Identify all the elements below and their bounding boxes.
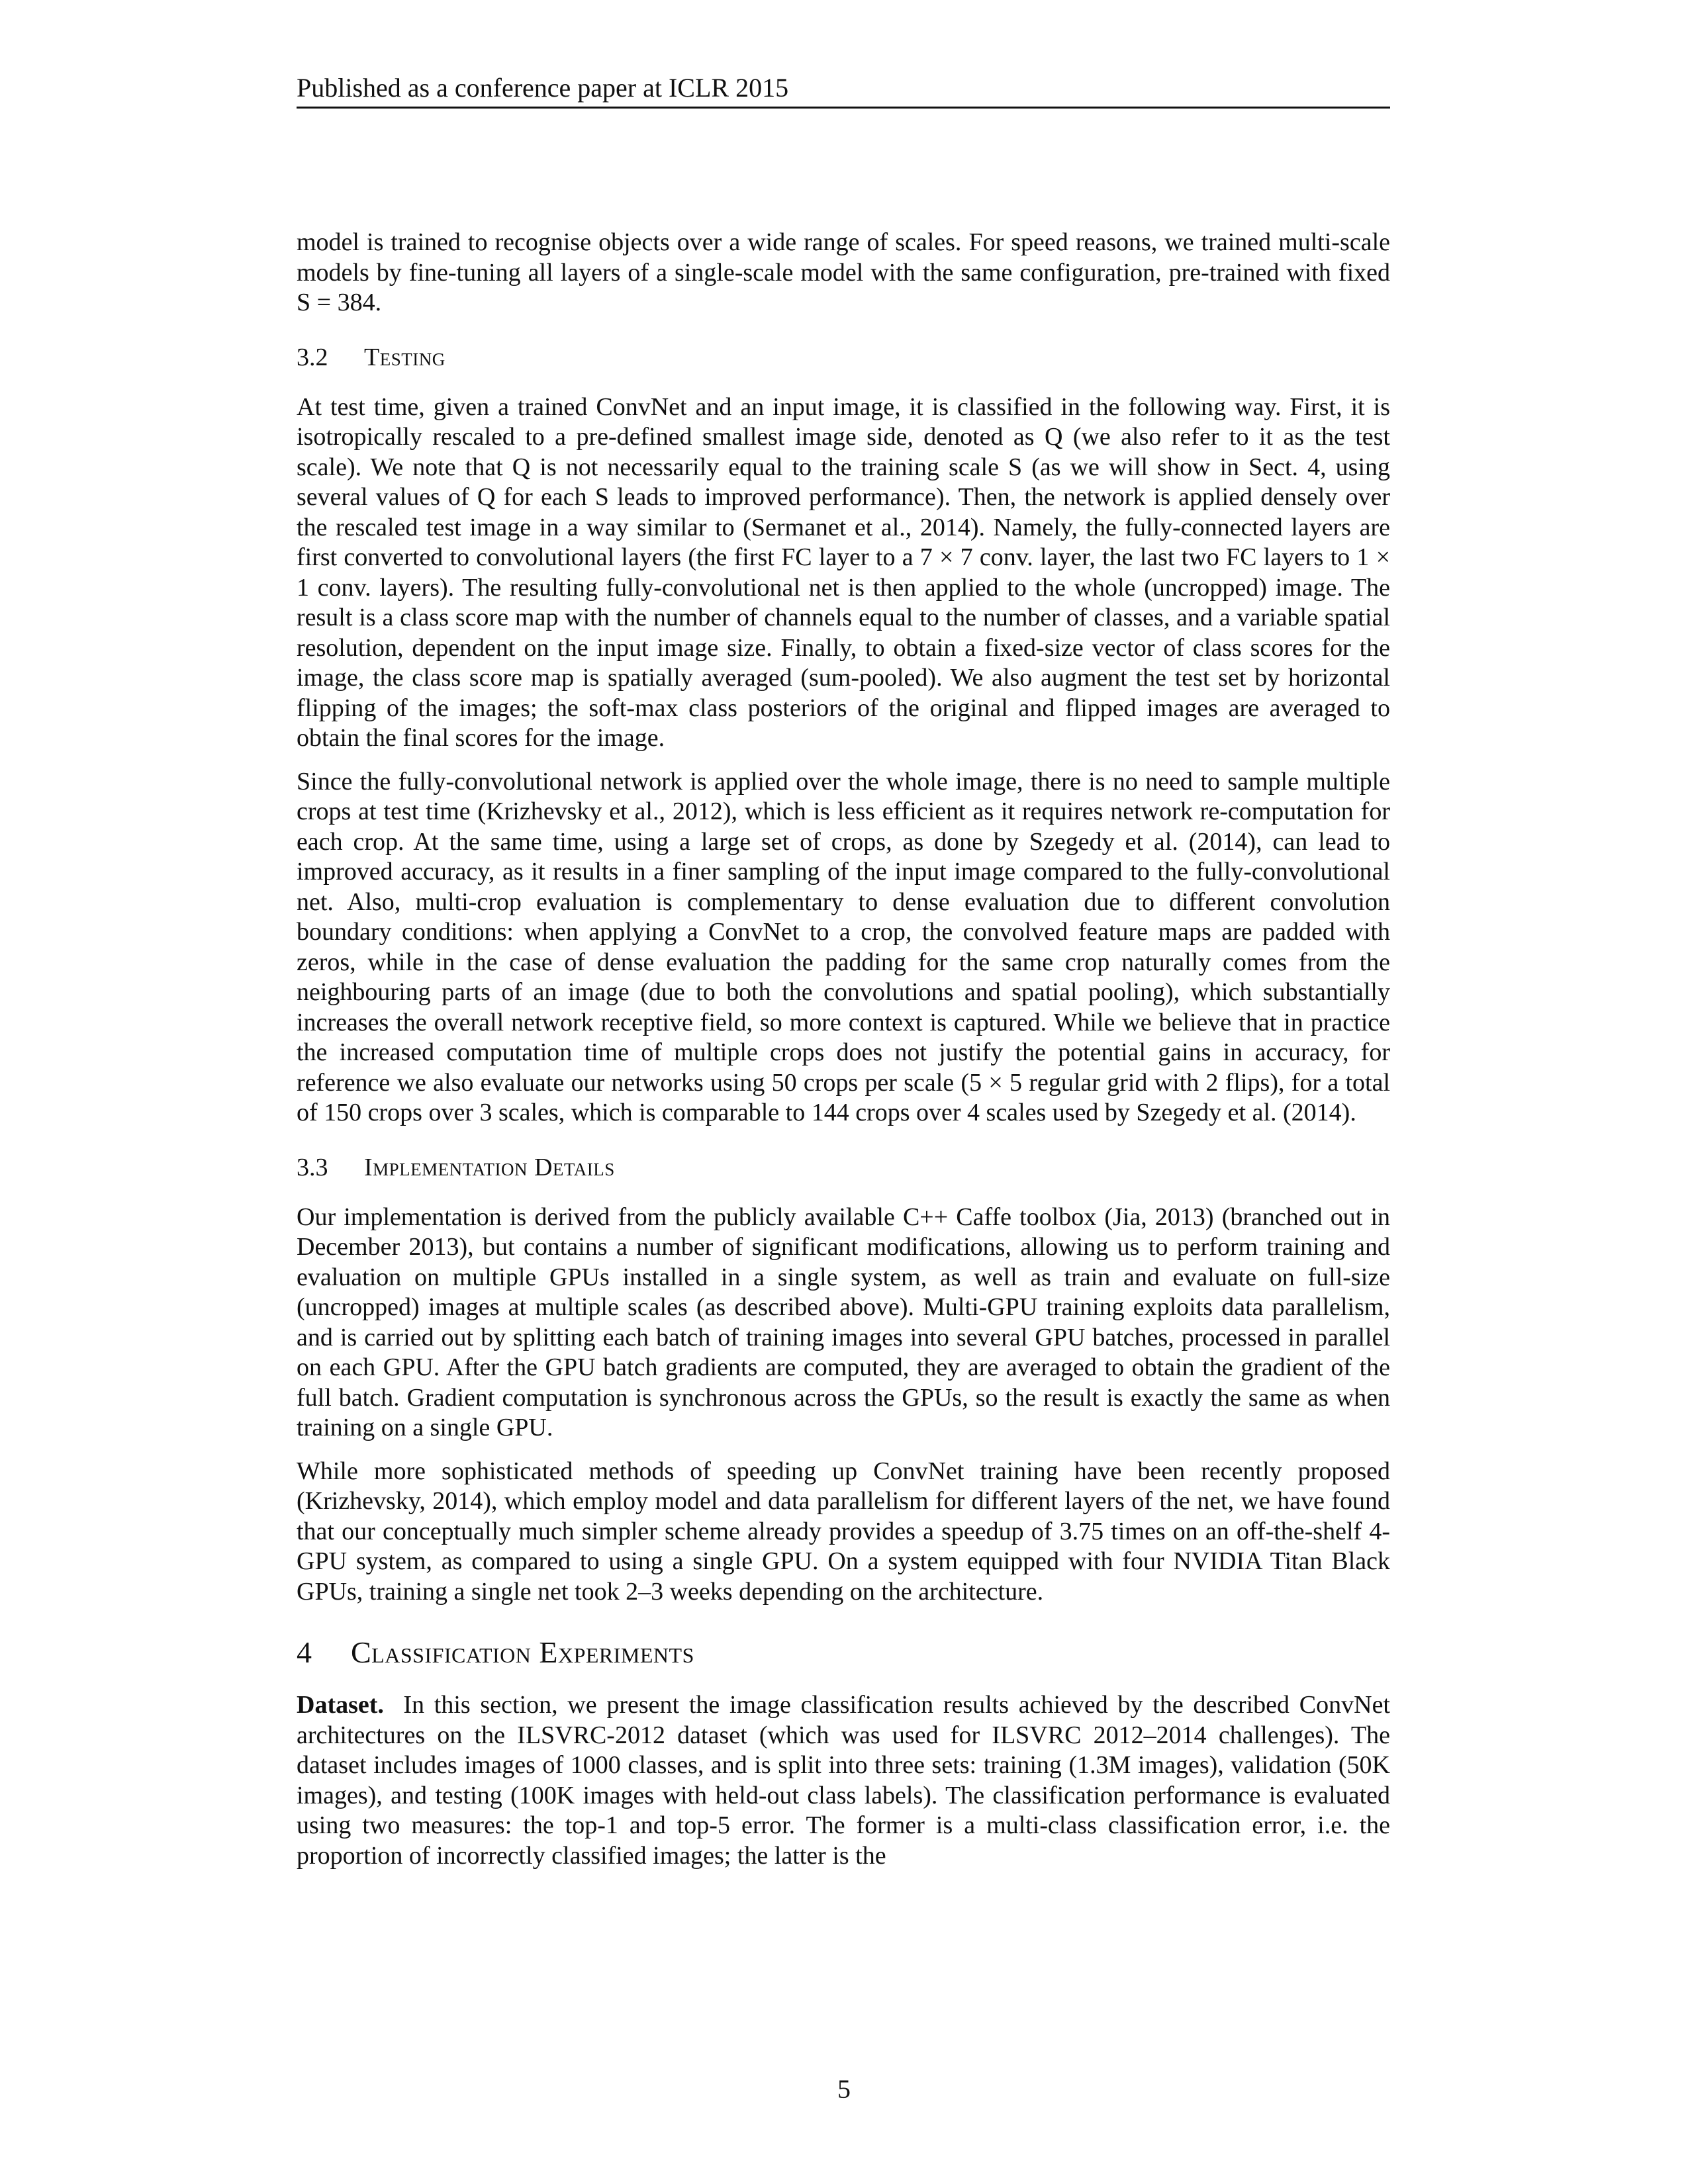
paragraph-speedup: While more sophisticated methods of speeding up ConvNet training have been recently proposed (Krizhevsky, 2014), which employ model and data parallelism for different layers of the net, we have found that our conceptually much simpler scheme already provides a speedup of 3.75 times on an off-the-shelf 4-GPU system, as compared to using a single GPU. On a system equipped with four NVIDIA Titan Black GPUs, training a single net took 2–3 weeks depending on the architecture.	[297, 1457, 1390, 1606]
paragraph-multi-crop: Since the fully-convolutional network is applied over the whole image, there is no need to sample multiple crops at test time (Krizhevsky et al., 2012), which is less efficient as it requires network re-computation for each crop. At the same time, using a large set of crops, as done by Szegedy et al. (2014), can lead to improved accuracy, as it results in a finer sampling of the input image compared to the fully-convolutional net. Also, multi-crop evaluation is complementary to dense evaluation due to different convolution boundary conditions: when applying a ConvNet to a crop, the convolved feature maps are padded with zeros, while in the case of dense evaluation the padding for the same crop naturally comes from the neighbouring parts of an image (due to both the convolutions and spatial pooling), which substantially increases the overall network receptive field, so more context is captured. While we believe that in practice the increased computation time of multiple crops does not justify the potential gains in accuracy, for reference we also evaluate our networks using 50 crops per scale (5 × 5 regular grid with 2 flips), for a total of 150 crops over 3 scales, which is comparable to 144 crops over 4 scales used by Szegedy et al. (2014).	[297, 767, 1390, 1126]
paragraph-implementation: Our implementation is derived from the publicly available C++ Caffe toolbox (Jia, 2013) (branched out in December 2013), but contains a number of significant modifications, allowing us to perform training and evaluation on multiple GPUs installed in a single system, as well as train and evaluate on full-size (uncropped) images at multiple scales (as described above). Multi-GPU training exploits data parallelism, and is carried out by splitting each batch of training images into several GPU batches, processed in parallel on each GPU. After the GPU batch gradients are computed, they are averaged to obtain the gradient of the full batch. Gradient computation is synchronous across the GPUs, so the result is exactly the same as when training on a single GPU.	[297, 1203, 1390, 1441]
running-head-text: Published as a conference paper at ICLR 2015	[297, 73, 789, 103]
paragraph-multiscale-training: model is trained to recognise objects over a wide range of scales. For speed reasons, we trained multi-scale models by fine-tuning all layers of a single-scale model with the same configuration, pre-trained with fixed S = 384.	[297, 228, 1390, 316]
page-number: 5	[837, 2074, 851, 2104]
subsection-number: 3.2	[297, 343, 328, 371]
dataset-paragraph-text: In this section, we present the image classification results achieved by the described ConvNet architectures on the ILSVRC-2012 dataset (which was used for ILSVRC 2012–2014 challenges). The dataset includes images of 1000 classes, and is split into three sets: training (1.3M images), validation (50K images), and testing (100K images with held-out class labels). The classification performance is evaluated using two measures: the top-1 and top-5 error. The former is a multi-class classification error, i.e. the proportion of incorrectly classified images; the latter is the	[297, 1691, 1390, 1870]
subsection-title: Testing	[364, 343, 445, 371]
subsection-heading-testing	[297, 342, 1390, 373]
subsection-title: Implementation Details	[364, 1153, 615, 1181]
subsection-number: 3.3	[297, 1153, 328, 1181]
running-head	[297, 71, 1390, 109]
paragraph-testing-procedure: At test time, given a trained ConvNet and an input image, it is classified in the following way. First, it is isotropically rescaled to a pre-defined smallest image side, denoted as Q (we also refer to it as the test scale). We note that Q is not necessarily equal to the training scale S (as we will show in Sect. 4, using several values of Q for each S leads to improved performance). Then, the network is applied densely over the rescaled test image in a way similar to (Sermanet et al., 2014). Namely, the fully-connected layers are first converted to convolutional layers (the first FC layer to a 7 × 7 conv. layer, the last two FC layers to 1 × 1 conv. layers). The resulting fully-convolutional net is then applied to the whole (uncropped) image. The result is a class score map with the number of channels equal to the number of classes, and a variable spatial resolution, dependent on the input image size. Finally, to obtain a fixed-size vector of class scores for the image, the class score map is spatially averaged (sum-pooled). We also augment the test set by horizontal flipping of the images; the soft-max class posteriors of the original and flipped images are averaged to obtain the final scores for the image.	[297, 392, 1390, 752]
section-title: Classification Experiments	[351, 1635, 694, 1669]
section-heading-classification	[297, 1635, 1390, 1670]
body-content	[297, 228, 1390, 1884]
dataset-runin-heading: Dataset.	[297, 1691, 384, 1719]
subsection-heading-implementation	[297, 1152, 1390, 1183]
paragraph-dataset	[297, 1690, 1390, 1871]
section-number: 4	[297, 1635, 312, 1669]
